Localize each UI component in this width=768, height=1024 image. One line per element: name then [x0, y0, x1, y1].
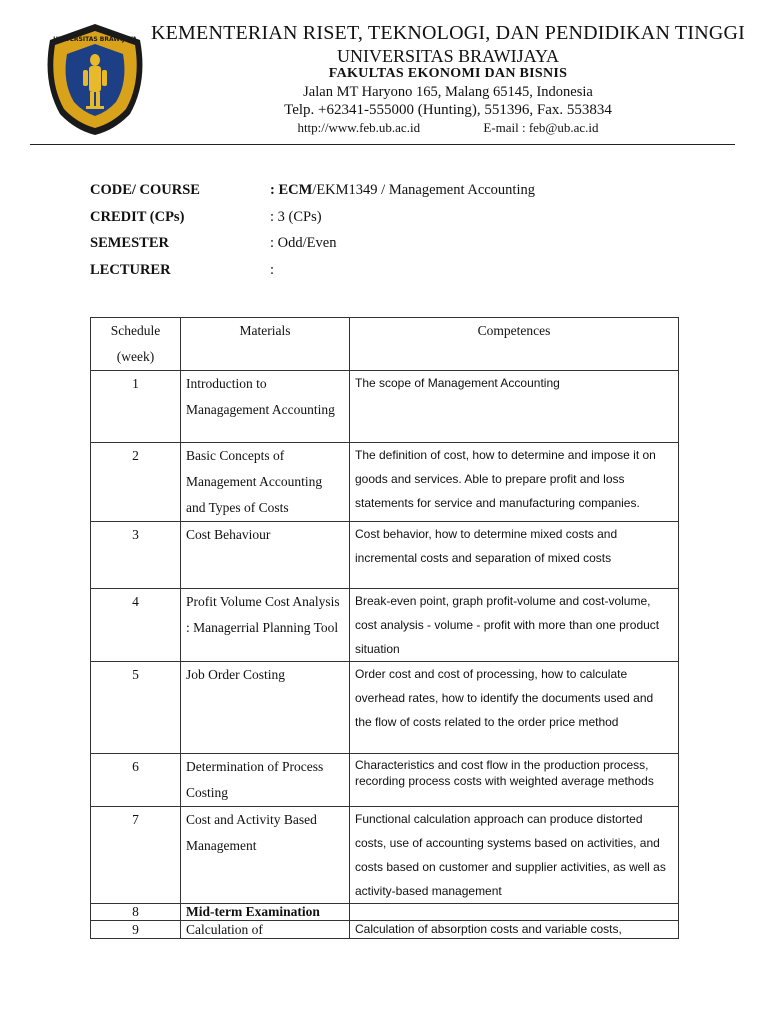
- material-cell: Determination of Process Costing: [181, 754, 350, 807]
- competence-cell: The scope of Management Accounting: [350, 371, 679, 443]
- competence-cell: Calculation of absorption costs and variable costs,: [350, 921, 679, 939]
- university-name: UNIVERSITAS BRAWIJAYA: [337, 46, 559, 66]
- code-label: CODE/ COURSE: [90, 182, 200, 198]
- faculty-name: FAKULTAS EKONOMI DAN BISNIS: [328, 66, 568, 81]
- email-text: E-mail : feb@ub.ac.id: [483, 120, 599, 135]
- contact-line: [148, 120, 748, 136]
- table-row: [91, 662, 679, 754]
- semester-value: : Odd/Even: [270, 235, 337, 251]
- competence-cell: Cost behavior, how to determine mixed costs and incremental costs and separation of mixed costs: [350, 522, 679, 589]
- competence-cell: Break-even point, graph profit-volume and cost-volume, cost analysis - volume - profit with more than one product situation: [350, 589, 679, 662]
- week-cell: 4: [91, 589, 181, 662]
- phone: Telp. +62341-555000 (Hunting), 551396, Fax. 553834: [284, 102, 612, 118]
- lecturer-value: :: [270, 261, 275, 278]
- table-header-row: [91, 318, 679, 371]
- material-cell: Basic Concepts of Management Accounting and Types of Costs: [181, 443, 350, 522]
- semester-label: SEMESTER: [90, 235, 169, 251]
- material-cell: Cost Behaviour: [181, 522, 350, 589]
- credit-label: CREDIT (CPs): [90, 208, 185, 225]
- table-row: [91, 921, 679, 939]
- header-schedule: Schedule (week): [91, 318, 181, 371]
- week-cell: 7: [91, 807, 181, 904]
- table-row: [91, 807, 679, 904]
- university-logo: [40, 22, 150, 137]
- material-cell: Cost and Activity Based Management: [181, 807, 350, 904]
- table-row: [91, 904, 679, 921]
- code-value: : ECM/EKM1349 / Management Accounting: [270, 182, 535, 198]
- header-materials: Materials: [181, 318, 350, 371]
- website-link[interactable]: http://www.feb.ub.ac.id: [297, 120, 421, 135]
- address: Jalan MT Haryono 165, Malang 65145, Indonesia: [303, 84, 593, 100]
- lecturer-label: LECTURER: [90, 261, 171, 278]
- credit-value: : 3 (CPs): [270, 208, 322, 225]
- week-cell: 8: [91, 904, 181, 921]
- table-row: [91, 371, 679, 443]
- table-row: [91, 522, 679, 589]
- material-cell: Profit Volume Cost Analysis : Managerrial Planning Tool: [181, 589, 350, 662]
- competence-cell: The definition of cost, how to determine and impose it on goods and services. Able to prepare profit and loss statements for service and manufacturing companies.: [350, 443, 679, 522]
- week-cell: 2: [91, 443, 181, 522]
- table-row: [91, 443, 679, 522]
- week-cell: 1: [91, 371, 181, 443]
- schedule-table: [90, 317, 679, 939]
- competence-cell: [350, 904, 679, 921]
- table-row: [91, 754, 679, 807]
- material-cell: Calculation of: [181, 921, 350, 939]
- competence-cell: Order cost and cost of processing, how to calculate overhead rates, how to identify the documents used and the flow of costs related to the order price method: [350, 662, 679, 754]
- week-cell: 3: [91, 522, 181, 589]
- week-cell: 9: [91, 921, 181, 939]
- week-cell: 5: [91, 662, 181, 754]
- header-divider: [30, 144, 735, 145]
- competence-cell: Functional calculation approach can produce distorted costs, use of accounting systems based on activities, and costs based on customer and supplier activities, as well as activity-based management: [350, 807, 679, 904]
- header-competences: Competences: [350, 318, 679, 371]
- material-cell: Mid-term Examination: [181, 904, 350, 921]
- competence-cell: Characteristics and cost flow in the production process, recording process costs with weighted average methods: [350, 754, 679, 807]
- material-cell: Job Order Costing: [181, 662, 350, 754]
- course-info: [90, 182, 535, 288]
- table-row: [91, 589, 679, 662]
- ministry-name: KEMENTERIAN RISET, TEKNOLOGI, DAN PENDIDIKAN TINGGI: [150, 22, 746, 44]
- material-cell: Introduction to Managagement Accounting: [181, 371, 350, 443]
- week-cell: 6: [91, 754, 181, 807]
- logo-text: UNIVERSITAS BRAWIJAYA: [53, 36, 137, 43]
